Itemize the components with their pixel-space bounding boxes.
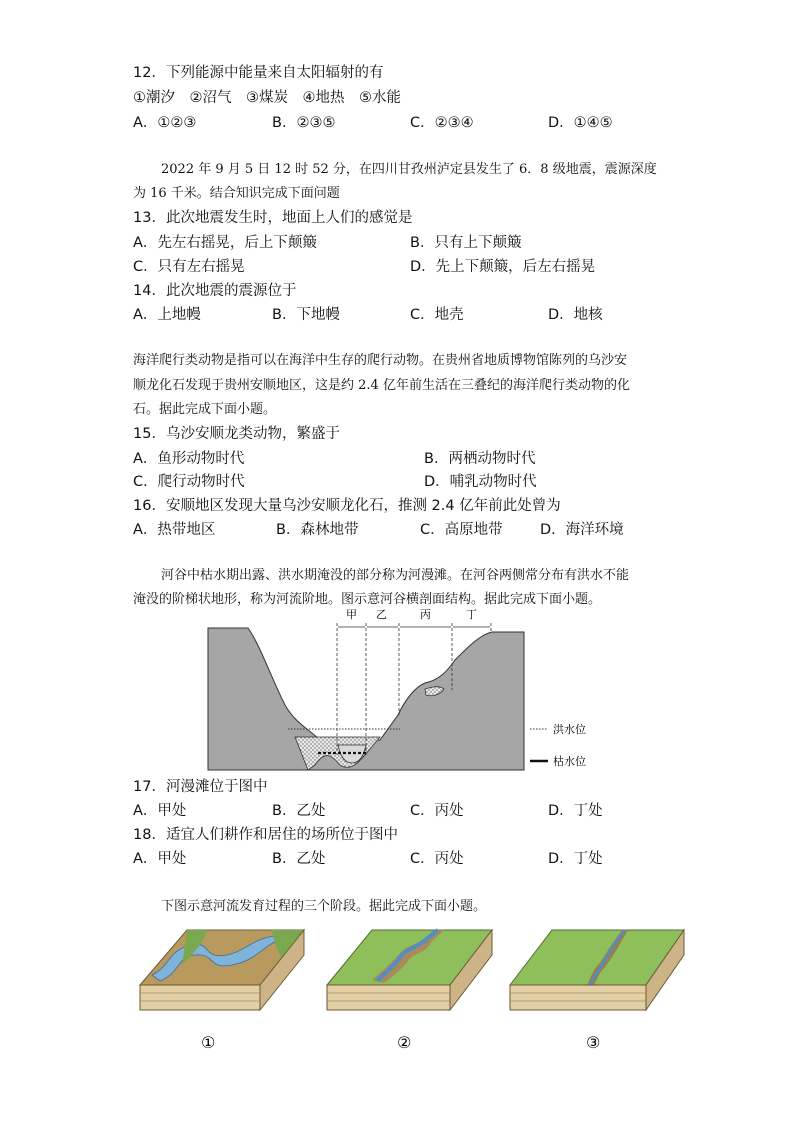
passage1-line2: 为 16 千米。结合知识完成下面问题 (133, 186, 340, 201)
q13-option-b: B．只有上下颠簸 (410, 235, 522, 251)
q13-option-a: A．先左右摇晃，后上下颠簸 (133, 235, 317, 251)
q15-option-d: D．哺乳动物时代 (424, 474, 537, 490)
passage2-line1: 海洋爬行类动物是指可以在海洋中生存的爬行动物。在贵州省地质博物馆陈列的乌沙安 (133, 353, 628, 368)
q14-option-b: B．下地幔 (272, 307, 340, 323)
stage-label-2: ② (397, 1033, 412, 1052)
q12-items: ①潮汐 ②沼气 ③煤炭 ④地热 ⑤水能 (133, 90, 401, 106)
q12-option-a: A．①②③ (133, 115, 197, 131)
q15-option-a: A．鱼形动物时代 (133, 451, 245, 467)
q18-option-a: A．甲处 (133, 851, 187, 867)
stage-label-3: ③ (586, 1033, 601, 1052)
passage3-line1: 河谷中枯水期出露、洪水期淹没的部分称为河漫滩。在河谷两侧常分布有洪水不能 (161, 568, 630, 583)
q17-option-b: B．乙处 (272, 803, 326, 819)
stage-block-2 (327, 930, 492, 1010)
q14-option-c: C．地壳 (410, 307, 464, 323)
q16-option-d: D．海洋环境 (540, 522, 624, 538)
stage-block-1 (140, 930, 304, 1010)
passage4-line1: 下图示意河流发育过程的三个阶段。据此完成下面小题。 (161, 899, 487, 914)
q14-stem: 14．此次地震的震源位于 (133, 283, 297, 299)
q16-option-a: A．热带地区 (133, 522, 216, 538)
q13-option-c: C．只有左右摇晃 (133, 259, 245, 275)
legend-flood-label: 洪水位 (553, 723, 586, 736)
q16-option-c: C．高原地带 (420, 522, 503, 538)
q17-stem: 17．河漫滩位于图中 (133, 779, 268, 795)
q17-option-c: C．丙处 (410, 803, 464, 819)
q18-option-d: D．丁处 (548, 851, 603, 867)
q14-option-a: A．上地幔 (133, 307, 201, 323)
passage2-line2: 顺龙化石发现于贵州安顺地区，这是约 2.4 亿年前生活在三叠纪的海洋爬行类动物的化 (133, 378, 630, 393)
stage-block-3 (510, 930, 684, 1010)
river-stages-illustration (132, 925, 692, 1055)
q17-option-d: D．丁处 (548, 803, 603, 819)
passage3-line2: 淹没的阶梯状地形，称为河流阶地。图示意河谷横剖面结构。据此完成下面小题。 (133, 592, 602, 607)
valley-cross-section-diagram (200, 605, 600, 775)
label-yi: 乙 (376, 608, 387, 621)
q13-stem: 13．此次地震发生时，地面上人们的感觉是 (133, 210, 413, 226)
q16-option-b: B．森林地带 (276, 522, 359, 538)
q15-option-b: B．两栖动物时代 (424, 451, 536, 467)
q16-stem: 16．安顺地区发现大量乌沙安顺龙化石，推测 2.4 亿年前此处曾为 (133, 498, 561, 514)
q18-option-b: B．乙处 (272, 851, 326, 867)
label-ding: 丁 (466, 608, 477, 621)
stage-label-1: ① (201, 1033, 216, 1052)
label-jia: 甲 (346, 608, 357, 621)
q12-option-c: C．②③④ (410, 115, 474, 131)
q15-stem: 15．乌沙安顺龙类动物，繁盛于 (133, 426, 340, 442)
label-bing: 丙 (420, 608, 431, 621)
q17-option-a: A．甲处 (133, 803, 187, 819)
passage2-line3: 石。据此完成下面小题。 (133, 402, 277, 417)
passage1-line1: 2022 年 9 月 5 日 12 时 52 分，在四川甘孜州泸定县发生了 6．8 级地震，震源深度 (161, 162, 657, 177)
q12-option-d: D．①④⑤ (548, 115, 613, 131)
q14-option-d: D．地核 (548, 307, 603, 323)
legend-dry-label: 枯水位 (553, 755, 586, 768)
q13-option-d: D．先上下颠簸，后左右摇晃 (410, 259, 596, 275)
q18-option-c: C．丙处 (410, 851, 464, 867)
q18-stem: 18．适宜人们耕作和居住的场所位于图中 (133, 827, 398, 843)
q15-option-c: C．爬行动物时代 (133, 474, 245, 490)
q12-option-b: B．②③⑤ (272, 115, 336, 131)
q12-stem: 12．下列能源中能量来自太阳辐射的有 (133, 65, 384, 81)
